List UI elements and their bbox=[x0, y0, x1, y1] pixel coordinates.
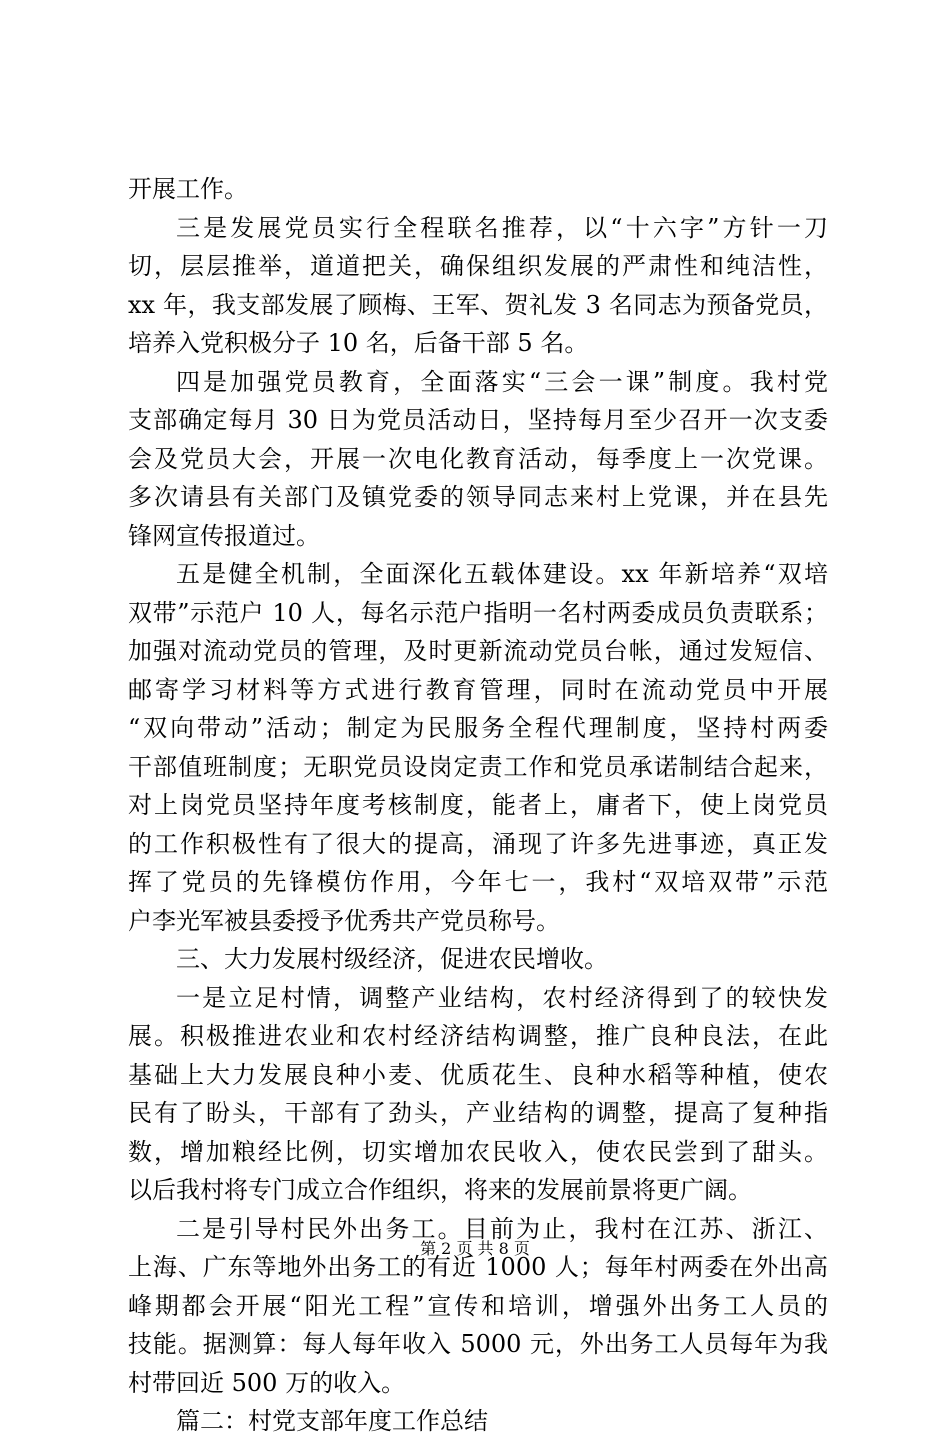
text-line: 技能。据测算：每人每年收入 5000 元，外出务工人员每年为我 bbox=[128, 1330, 828, 1358]
text-line: 户李光军被县委授予优秀共产党员称号。 bbox=[128, 906, 560, 935]
text-line: 村带回近 500 万的收入。 bbox=[128, 1368, 406, 1397]
text-line: 三、大力发展村级经济，促进农民增收。 bbox=[176, 945, 608, 973]
text-line: 基础上大力发展良种小麦、优质花生、良种水稻等种植，使农 bbox=[128, 1060, 828, 1089]
text-line: 数，增加粮经比例，切实增加农民收入，使农民尝到了甜头。 bbox=[128, 1137, 828, 1166]
text-line: 多次请县有关部门及镇党委的领导同志来村上党课，并在县先 bbox=[128, 483, 828, 511]
text-line: 培养入党积极分子 10 名，后备干部 5 名。 bbox=[128, 329, 589, 357]
page-footer: 第 2 页 共 8 页 bbox=[420, 1239, 530, 1258]
text-line: 开展工作。 bbox=[128, 175, 248, 203]
text-line: 上海、广东等地外出务工的有近 1000 人；每年村两委在外出高 bbox=[128, 1253, 828, 1281]
text-line: 以后我村将专门成立合作组织，将来的发展前景将更广阔。 bbox=[128, 1176, 752, 1204]
text-line: 切，层层推举，道道把关，确保组织发展的严肃性和纯洁性， bbox=[128, 252, 828, 280]
text-line: 峰期都会开展“阳光工程”宣传和培训，增强外出务工人员的 bbox=[128, 1291, 828, 1320]
text-line: 干部值班制度；无职党员设岗定责工作和党员承诺制结合起来， bbox=[128, 752, 828, 781]
text-line: 三是发展党员实行全程联名推荐，以“十六字”方针一刀 bbox=[176, 213, 828, 242]
text-line: 锋网宣传报道过。 bbox=[128, 521, 320, 550]
text-line: 四是加强党员教育，全面落实“三会一课”制度。我村党 bbox=[176, 367, 828, 396]
text-line: 会及党员大会，开展一次电化教育活动，每季度上一次党课。 bbox=[128, 444, 828, 473]
text-line: 一是立足村情，调整产业结构，农村经济得到了的较快发 bbox=[176, 983, 828, 1012]
text-line: 加强对流动党员的管理，及时更新流动党员台帐，通过发短信、 bbox=[128, 637, 828, 665]
text-line: 挥了党员的先锋模仿作用，今年七一，我村“双培双带”示范 bbox=[128, 868, 828, 896]
text-line: 五是健全机制，全面深化五载体建设。xx 年新培养“双培 bbox=[176, 560, 828, 588]
text-line: 的工作积极性有了很大的提高，涌现了许多先进事迹，真正发 bbox=[128, 829, 828, 858]
text-line: xx 年，我支部发展了顾梅、王军、贺礼发 3 名同志为预备党员， bbox=[128, 290, 828, 319]
text-line: 二是引导村民外出务工。目前为止，我村在江苏、浙江、 bbox=[176, 1214, 828, 1243]
text-line: 双带”示范户 10 人，每名示范户指明一名村两委成员负责联系； bbox=[128, 598, 828, 627]
text-line: 篇二：村党支部年度工作总结 bbox=[176, 1407, 488, 1435]
text-line: 对上岗党员坚持年度考核制度，能者上，庸者下，使上岗党员 bbox=[128, 791, 828, 819]
text-line: 支部确定每月 30 日为党员活动日，坚持每月至少召开一次支委 bbox=[128, 406, 828, 434]
text-line: 邮寄学习材料等方式进行教育管理，同时在流动党员中开展 bbox=[128, 675, 828, 704]
text-line: 民有了盼头，干部有了劲头，产业结构的调整，提高了复种指 bbox=[128, 1099, 828, 1127]
text-line: 展。积极推进农业和农村经济结构调整，推广良种良法，在此 bbox=[128, 1022, 828, 1050]
text-line: “双向带动”活动；制定为民服务全程代理制度，坚持村两委 bbox=[128, 714, 828, 742]
